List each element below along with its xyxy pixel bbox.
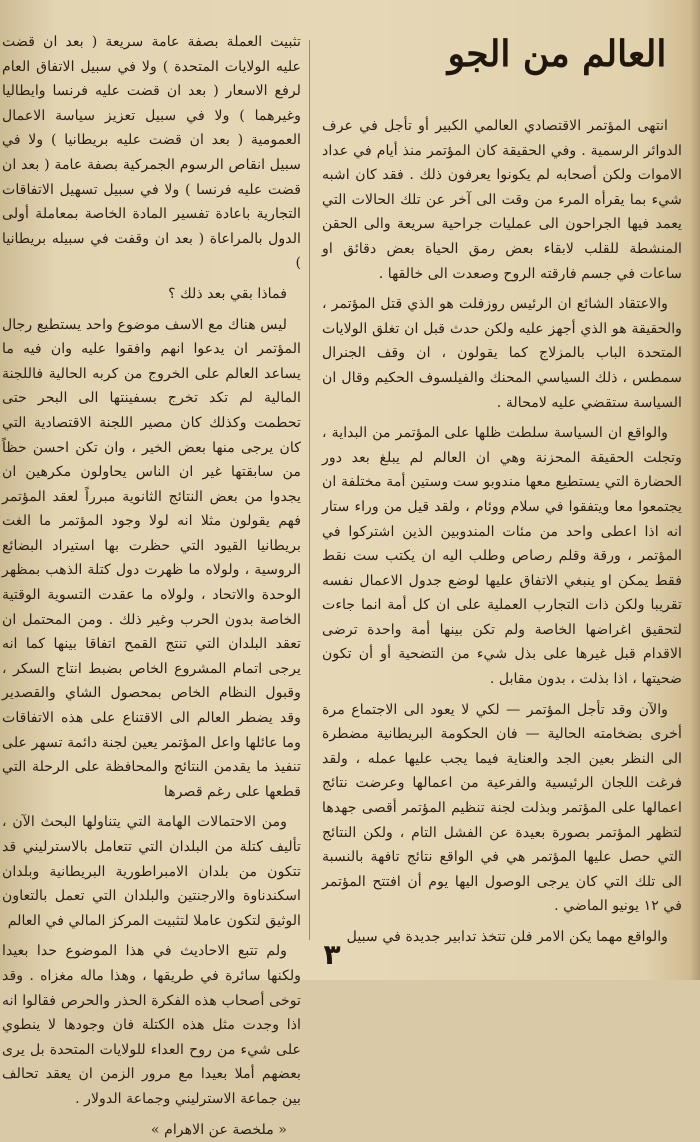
paragraph: فماذا بقي بعد ذلك ؟ — [168, 285, 287, 302]
page-number: ٣ — [323, 938, 341, 971]
paragraph: ليس هناك مع الاسف موضوع واحد يستطيع رجال المؤتمر ان يدعوا انهم وافقوا عليه وان فيه ما يساعد العالم على الخروج من كربه الحالية فاللجنة المالية لم تكد تخرج بسفينتها الى البحر حتى تحطمت وكذلك كان مصير اللجنة الاقتصادية التي كان يرجى منها بعض الخير ، وان تكن احسن حظاً من سابقتها غير ان الناس يحاولون مكرهين ان يجدوا من بعض النتائج الثانوية مبرراً لعقد المؤتمر فهم يقولون مثلا انه لولا وجود المؤتمر ما الغت بريطانيا القيود التي حظرت بها استيراد البضائع الروسية ، ولولاه ما ظهرت دول كتلة الذهب بمظهر الوحدة والاتحاد ، ولولاه ما عقدت التسوية الوقتية الخاصة بدون الحرب وغير ذلك . ومن المحتمل ان تعقد البلدان التي تنتج القمح اتفاقا بينها كما انه يرجى اتمام المشروع الخاص بضبط انتاج السكر ، وقبول النظام الخاص بمحصول الشاي والقصدير وقد يضطر العالم الى الاقتناع على هذه الاتفاقات وما عائلها واعل المؤتمر يعين لجنة دائمة تسهر على تنفيذ ما يقدمن النتائج والمحافظة على الرحلة التي قطعها على رغم قصرها — [2, 316, 301, 800]
column-divider — [309, 40, 310, 940]
paragraph: تثبيت العملة بصفة عامة سريعة ( بعد ان قضت عليه الولايات المتحدة ) ولا في سبيل الاتفاق العام لرفع الاسعار ( بعد ان قضت عليه فرنسا وايطاليا وغيرهما ) ولا في سبيل تعزيز سياسة الاعمال العمومية ( بعد ان قضت عليه بريطانيا ) ولا في سبيل انقاص الرسوم الجمركية بصفة عامة ( بعد ان قضت عليه فرنسا ) ولا في سبيل تسهيل الاتفاقات التجارية باعادة تفسير المادة الخاصة بمعاملة أولى الدول بالمراعاة ( بعد ان وقفت في سبيله بريطانيا ) — [2, 34, 301, 272]
left-column — [0, 30, 305, 1138]
paragraph: والواقع ان السياسة سلطت ظلها على المؤتمر من البداية ، وتجلت الحقيقة المحزنة وهي ان العالم لم يبلغ بعد دور الحضارة التي يستطيع معها مندوبو ست وستين أمة مختلفة ان يجتمعوا معا ويتفقوا في سلام ووئام ، ولقد قيل من وراء ستار انه اذا اعطى واحد من مئات المندوبين الذين اشتركوا في المؤتمر ، ورقة وقلم رصاص وطلب اليه ان يكتب ست نقط فقط يمكن او ينبغي الاتفاق عليها لوضع جدول الاعمال نفسه تقريبا ولكن ذات التجارب العملية على ان كل أمة انما جاءت لتحقيق اغراضها الخاصة ولم تكن بينها أمة واحدة ترضى الاقدام قبل غيرها على بذل شيء من التضحية أو أن تكون ضحيتها ، اذا بذلت ، بدون مقابل . — [322, 425, 682, 688]
paragraph: والآن وقد تأجل المؤتمر — لكي لا يعود الى الاجتماع مرة أخرى بضخامته الحالية — فان الحكومة البريطانية مضطرة الى النظر بعين الجد والعناية فيما يجب عليها عمله ، ولقد فرغت اللجان الرئيسية والفرعية من اعمالها وعرضت نتائج اعمالها على المؤتمر وبذلت لجنة تنظيم المؤتمر أقصى جهدها لتظهر المؤتمر بصورة بعيدة عن الفشل التام ، ولكن النتائج التي حصل عليها المؤتمر هي في الواقع نتائج تافهة بالنسبة الى تلك التي كان يرجى الوصول اليها يوم أن افتتح المؤتمر في ١٢ يونيو الماضي . — [322, 701, 682, 915]
paragraph: انتهى المؤتمر الاقتصادي العالمي الكبير أو تأجل في عرف الدوائر الرسمية . وفي الحقيقة كان المؤتمر منذ أيام في عداد الاموات ولكن أصحابه لم يكونوا يعرفون ذلك . فقد كان اشبه شيء بما يقرأه المرء من وقت الى آخر عن تلك الحالات التي يعمد فيها الجراحون الى عمليات جراحية سريعة والى الحقن المنشطة للقلب لابقاء بعض رمق الحياة بعض دقائق او ساعات في جسم فارقته الروح وصعدت الى خالقها . — [322, 118, 682, 282]
paragraph: والاعتقاد الشائع ان الرئيس روزفلت هو الذي قتل المؤتمر ، والحقيقة هو الذي أجهز عليه ولكن حدث قبل ان تغلق الولايات المتحدة الباب بالمزلاج كما يقولون ، ان وقف الجنرال سمطس ، ذلك السياسي المحنك والفيلسوف الحكيم وقال ان السياسة ستقضي عليه لامحالة . — [322, 296, 682, 411]
paragraph: ومن الاحتمالات الهامة التي يتناولها البحث الآن ، تأليف كتلة من البلدان التي تتعامل بالاسترليني قد تتكون من بلدان الامبراطورية البريطانية وبلدان اسكندناوة والارجنتين والبلدان التي تعمل بالتعاون الوثيق لتكون عاملا لتثبيت المركز المالي في العالم — [2, 814, 301, 929]
article-headline: العالم من الجو — [447, 33, 667, 75]
page-edge-shadow — [690, 0, 700, 980]
source-attribution: « ملخصة عن الاهرام » — [150, 1121, 287, 1138]
paragraph: ولم تتبع الاحاديث في هذا الموضوع حدا بعيدا ولكنها سائرة في طريقها ، وهذا ماله مغزاه . وقد توخى أصحاب هذه الفكرة الحذر والحرص فقالوا انه اذا وجدت مثل هذه الكتلة فان وجودها لا ينطوي على شيء من روح العداء للولايات المتحدة بل يرى بعضهم أملا بعيدا مع مرور الزمن ان يعقد تحالف بين جماعة الاسترليني وجماعة الدولار . — [2, 943, 301, 1107]
paragraph: والواقع مهما يكن الامر فلن تتخذ تدابير جديدة في سبيل — [346, 929, 668, 945]
right-column — [318, 30, 688, 960]
